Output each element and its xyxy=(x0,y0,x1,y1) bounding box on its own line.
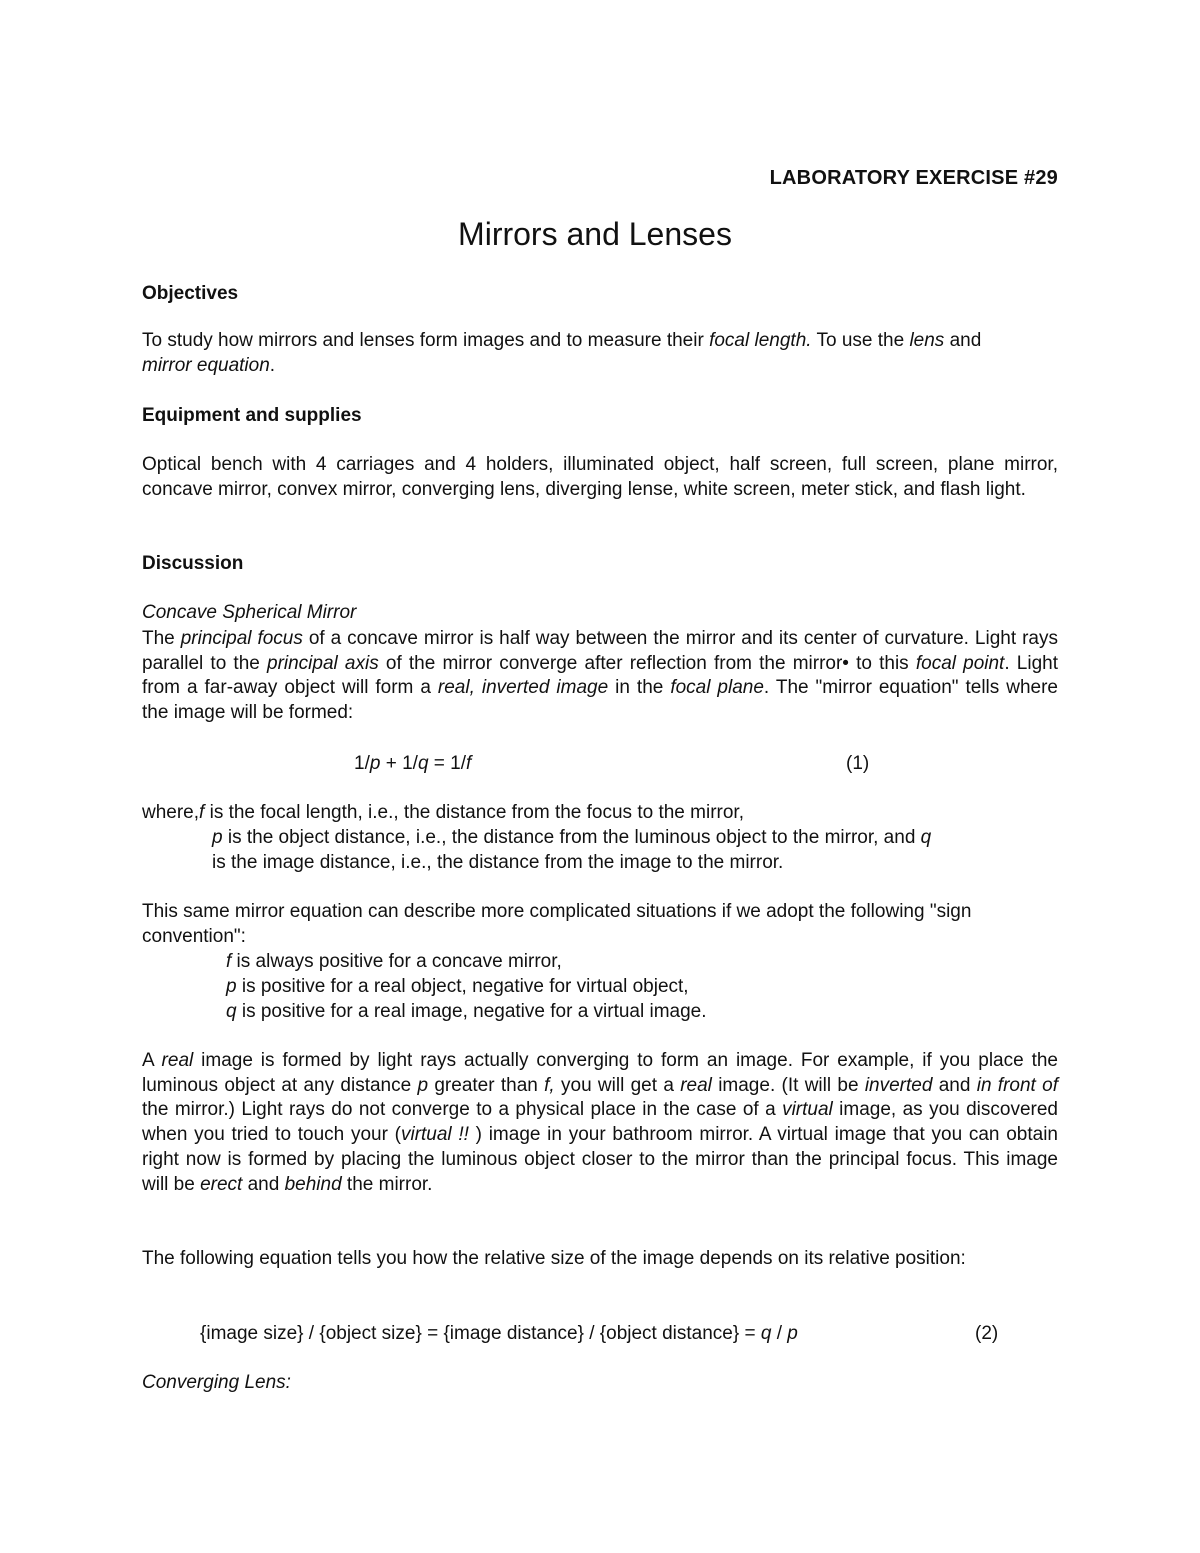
magnification-equation xyxy=(200,1322,798,1347)
text-run: is the object distance, i.e., the distance from the luminous object to the mirror, and xyxy=(222,827,921,848)
emphasis-real-inverted-image: real, inverted image xyxy=(437,677,609,699)
text-run: the mirror.) Light rays do not converge to a physical place in the case of a xyxy=(142,1099,783,1121)
emphasis-virtual: virtual xyxy=(782,1099,833,1121)
definition-p xyxy=(212,826,931,851)
emphasis-lens: lens xyxy=(909,330,945,351)
objectives-heading: Objectives xyxy=(142,283,239,304)
var-q: q xyxy=(226,1001,237,1022)
emphasis-virtual-exclaim: virtual !! xyxy=(400,1124,469,1146)
emphasis-focal-plane: focal plane xyxy=(670,677,764,699)
discussion-heading: Discussion xyxy=(142,553,244,574)
sign-rule-p xyxy=(226,975,689,1000)
var-p: p xyxy=(417,1074,429,1096)
var-q: q xyxy=(760,1323,772,1344)
text-run: A xyxy=(142,1050,162,1071)
var-p: p xyxy=(226,976,237,997)
text-run: and xyxy=(944,330,982,351)
document-page xyxy=(142,0,1058,1553)
relative-size-paragraph: The following equation tells you how the relative size of the image depends on its relative position: xyxy=(142,1248,966,1269)
var-f: f xyxy=(226,951,232,972)
emphasis-real: real xyxy=(680,1074,712,1096)
text-run: To study how mirrors and lenses form images and to measure their xyxy=(142,330,710,351)
text-run: of a concave mirror is half way between the mirror and its center of curvature. Light rays parallel to the xyxy=(142,628,1058,674)
text-run: is the focal length, i.e., the distance from the focus to the mirror, xyxy=(204,802,744,823)
emphasis-behind: behind xyxy=(284,1173,342,1195)
var-f: f xyxy=(199,802,205,823)
var-q: q xyxy=(417,753,429,774)
equation-number-2: (2) xyxy=(975,1323,999,1344)
text-run: of the mirror converge after reflection from the mirror• to this xyxy=(378,652,916,674)
text-run: The xyxy=(142,628,181,649)
emphasis-mirror-equation: mirror equation xyxy=(142,354,270,376)
var-p: p xyxy=(369,753,381,774)
emphasis-inverted: inverted xyxy=(864,1074,933,1096)
text-run: the mirror. xyxy=(341,1173,433,1195)
sign-convention-intro: This same mirror equation can describe more complicated situations if we adopt the following "sign convention": xyxy=(142,901,972,947)
text-run: where, xyxy=(142,802,200,823)
text-run: {image size} / {object size} = {image distance} / {object distance} = xyxy=(200,1323,761,1344)
emphasis-principal-focus: principal focus xyxy=(180,628,303,649)
text-run: and xyxy=(932,1074,977,1096)
emphasis-real: real xyxy=(161,1050,194,1071)
text-run: image. (It will be xyxy=(711,1074,865,1096)
equipment-heading: Equipment and supplies xyxy=(142,405,362,426)
text-run: = 1/ xyxy=(428,753,467,774)
var-f: f xyxy=(466,753,472,774)
text-run: is positive for a real image, negative for a virtual image. xyxy=(236,1001,707,1022)
text-run: ) image in your bathroom mirror. A virtual image that you can obtain right now is formed by placing the luminous object closer to the mirror than the principal focus. This image will be xyxy=(142,1124,1058,1195)
definition-f xyxy=(142,801,744,826)
page-title: Mirrors and Lenses xyxy=(458,216,732,252)
text-run: To use the xyxy=(811,330,910,351)
sign-rule-q xyxy=(226,1000,707,1025)
equation-number-1: (1) xyxy=(846,753,870,774)
converging-lens-subheading: Converging Lens: xyxy=(142,1372,291,1393)
definition-q: is the image distance, i.e., the distance from the image to the mirror. xyxy=(212,852,784,873)
sign-rule-f xyxy=(226,950,562,975)
text-run: and xyxy=(242,1173,285,1195)
text-run: is always positive for a concave mirror, xyxy=(231,951,562,972)
emphasis-focal-point: focal point xyxy=(915,652,1005,674)
real-virtual-image-paragraph xyxy=(142,1049,1058,1197)
text-run: greater than xyxy=(428,1074,545,1096)
var-q: q xyxy=(920,827,932,848)
text-run: image, as you discovered when you tried to touch your ( xyxy=(142,1099,1058,1146)
text-run: you will get a xyxy=(554,1074,681,1096)
text-run: . Light from a far-away object will form a xyxy=(142,652,1058,699)
objectives-paragraph xyxy=(142,329,1032,378)
var-p: p xyxy=(212,827,223,848)
text-run: is positive for a real object, negative for virtual object, xyxy=(236,976,689,997)
var-p: p xyxy=(787,1323,798,1344)
concave-mirror-subheading: Concave Spherical Mirror xyxy=(142,602,357,623)
equipment-paragraph: Optical bench with 4 carriages and 4 holders, illuminated object, half screen, full screen, plane mirror, concave mirror, convex mirror, converging lens, diverging lense, white screen, meter stick, and flash light. xyxy=(142,454,1058,500)
emphasis-focal-length: focal length. xyxy=(709,330,812,351)
text-run: . xyxy=(269,354,276,376)
text-run: / xyxy=(771,1323,788,1344)
text-run: in the xyxy=(608,677,671,699)
text-run: image is formed by light rays actually converging to form an image. For example, if you place the luminous object at any distance xyxy=(142,1050,1058,1096)
text-run: + 1/ xyxy=(380,753,418,774)
concave-mirror-paragraph xyxy=(142,627,1058,726)
emphasis-erect: erect xyxy=(200,1173,243,1195)
text-run: 1/ xyxy=(354,753,370,774)
mirror-equation xyxy=(354,752,471,777)
text-run: . The "mirror equation" tells where the image will be formed: xyxy=(142,677,1059,724)
var-f: f, xyxy=(544,1074,555,1096)
emphasis-in-front-of: in front of xyxy=(976,1074,1058,1096)
emphasis-principal-axis: principal axis xyxy=(267,652,379,674)
lab-exercise-number: LABORATORY EXERCISE #29 xyxy=(769,167,1058,189)
